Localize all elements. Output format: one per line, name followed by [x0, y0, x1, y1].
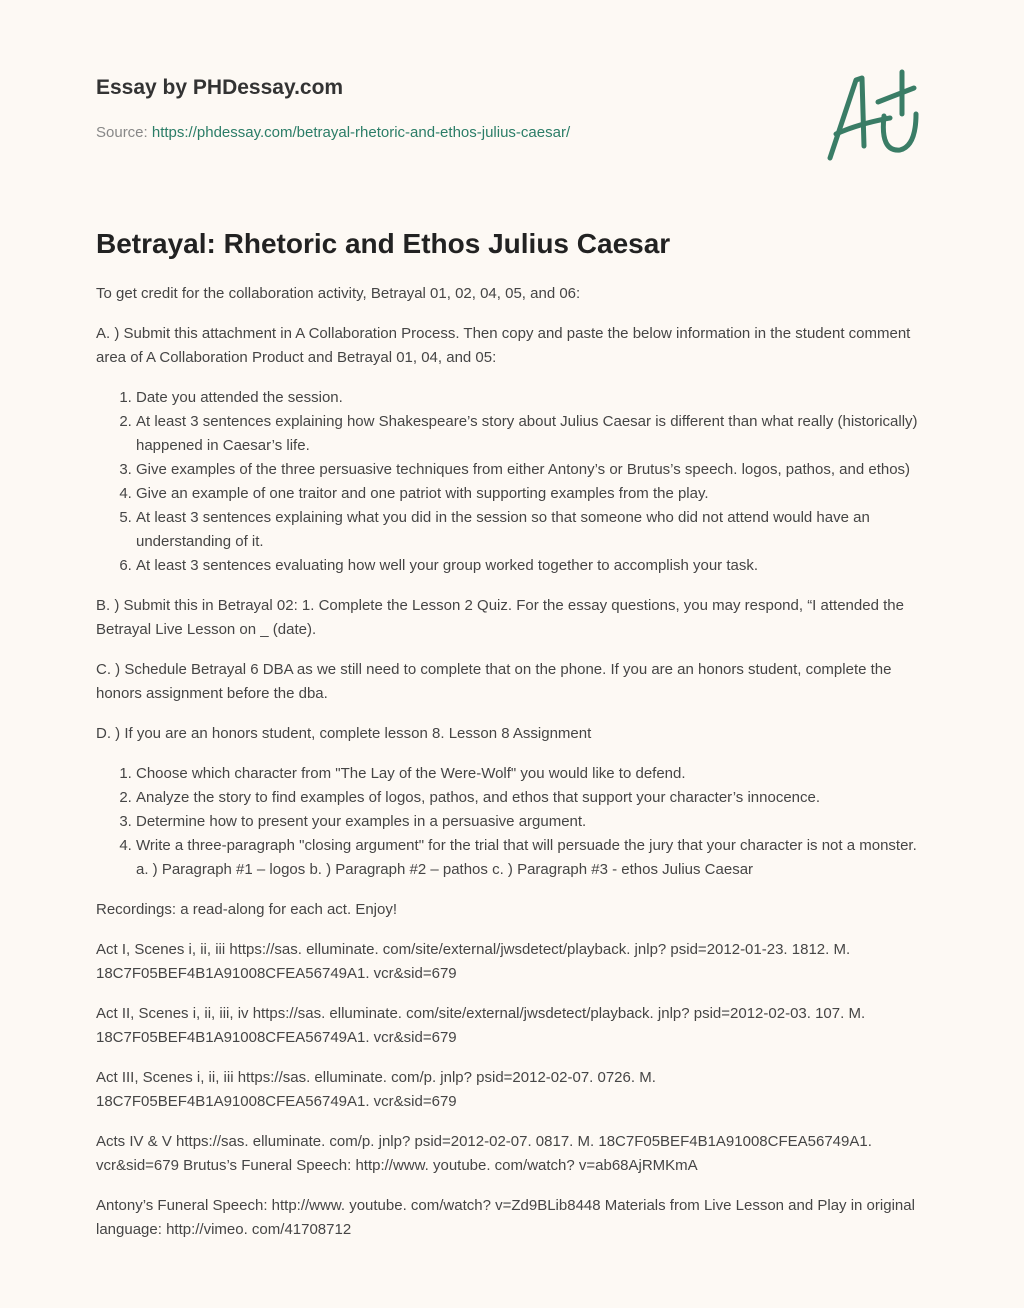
list-item: 1. Choose which character from "The Lay of the Were-Wolf" you would like to defend.: [136, 762, 928, 786]
act-1-paragraph: Act I, Scenes i, ii, iii https://sas. elluminate. com/site/external/jwsdetect/playback. jnlp? psid=2012-01-23. 1812. M. 18C7F05BEF4B1A91008CFEA56749A1. vcr&sid=679: [96, 941, 851, 982]
source-line: [96, 124, 570, 141]
list-item: 5. At least 3 sentences explaining what you did in the session so that someone who did not attend would have an understanding of it.: [136, 506, 928, 554]
list-item: 3. Give examples of the three persuasive techniques from either Antony’s or Brutus’s speech. logos, pathos, and ethos): [136, 458, 928, 482]
source-label: Source:: [96, 124, 148, 141]
list-item: 6. At least 3 sentences evaluating how well your group worked together to accomplish your task.: [136, 554, 928, 578]
recordings-paragraph: Recordings: a read-along for each act. Enjoy!: [96, 901, 398, 918]
paragraph-a: A. ) Submit this attachment in A Collaboration Process. Then copy and paste the below information in the student comment area of A Collaboration Product and Betrayal 01, 04, and 05:: [96, 325, 911, 366]
antony-paragraph: Antony’s Funeral Speech: http://www. youtube. com/watch? v=Zd9BLib8448 Materials from Live Lesson and Play in original language: http://vimeo. com/41708712: [96, 1197, 915, 1238]
act-3-paragraph: Act III, Scenes i, ii, iii https://sas. elluminate. com/p. jnlp? psid=2012-02-07. 0726. M. 18C7F05BEF4B1A91008CFEA56749A1. vcr&sid=679: [96, 1069, 656, 1110]
article-title: Betrayal: Rhetoric and Ethos Julius Caesar: [96, 228, 671, 259]
act-2-paragraph: Act II, Scenes i, ii, iii, iv https://sas. elluminate. com/site/external/jwsdetect/playback. jnlp? psid=2012-02-03. 107. M. 18C7F05BEF4B1A91008CFEA56749A1. vcr&sid=679: [96, 1005, 866, 1046]
list-item: 2. Analyze the story to find examples of logos, pathos, and ethos that support your character’s innocence.: [136, 786, 928, 810]
paragraph-b: B. ) Submit this in Betrayal 02: 1. Complete the Lesson 2 Quiz. For the essay questions, you may respond, “I attended the Betrayal Live Lesson on _ (date).: [96, 597, 904, 638]
list-item: 3. Determine how to present your examples in a persuasive argument.: [136, 810, 928, 834]
article: [96, 228, 928, 1258]
list-item: 1. Date you attended the session.: [136, 386, 928, 410]
site-brand: Essay by PHDessay.com: [96, 76, 344, 99]
paragraph-c: C. ) Schedule Betrayal 6 DBA as we still need to complete that on the phone. If you are an honors student, complete the honors assignment before the dba.: [96, 661, 892, 702]
requirements-list: [96, 386, 928, 578]
list-item: 4. Give an example of one traitor and one patriot with supporting examples from the play.: [136, 482, 928, 506]
list-item: 4. Write a three-paragraph "closing argument" for the trial that will persuade the jury that your character is not a monster. a. ) Paragraph #1 – logos b. ) Paragraph #2 – pathos c. ) Paragraph #3 - ethos Julius Caesar: [136, 834, 928, 882]
list-item: 2. At least 3 sentences explaining how Shakespeare’s story about Julius Caesar is different than what really (historically) happened in Caesar’s life.: [136, 410, 928, 458]
paragraph-d: D. ) If you are an honors student, complete lesson 8. Lesson 8 Assignment: [96, 725, 592, 742]
lesson-8-list: [96, 762, 928, 882]
acts-4-5-paragraph: Acts IV & V https://sas. elluminate. com/p. jnlp? psid=2012-02-07. 0817. M. 18C7F05BEF4B1A91008CFEA56749A1. vcr&sid=679 Brutus’s Funeral Speech: http://www. youtube. com/watch? v=ab68AjRMKmA: [96, 1133, 872, 1174]
source-link[interactable]: https://phdessay.com/betrayal-rhetoric-and-ethos-julius-caesar/: [151, 124, 571, 141]
a-plus-logo-icon: [818, 66, 928, 166]
intro-paragraph: To get credit for the collaboration activity, Betrayal 01, 02, 04, 05, and 06:: [96, 285, 581, 302]
